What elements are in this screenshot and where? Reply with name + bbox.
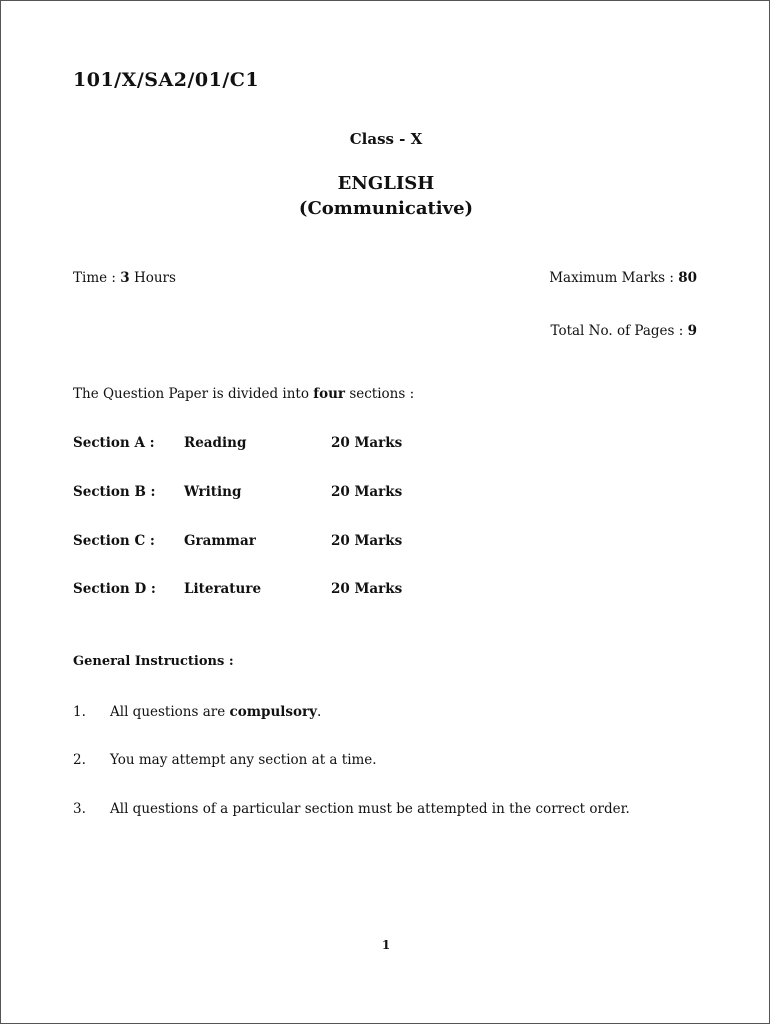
instruction-text: You may attempt any section at a time. <box>110 752 377 768</box>
section-marks: 20 Marks <box>331 435 403 451</box>
subject-subtitle: (Communicative) <box>298 198 474 219</box>
max-marks-value: 80 <box>678 270 697 286</box>
section-name: Literature <box>184 581 262 597</box>
instructions-heading: General Instructions : <box>73 654 234 669</box>
section-label: Section B : <box>73 484 156 500</box>
section-label: Section D : <box>73 581 156 597</box>
instruction-number: 2. <box>73 752 86 768</box>
subject-title <box>1 171 770 221</box>
instruction-emphasis: compulsory <box>229 704 317 720</box>
section-name: Writing <box>184 484 242 500</box>
time-label: Time : <box>73 270 121 286</box>
class-title: Class - X <box>349 130 423 148</box>
page-number: 1 <box>381 938 391 952</box>
maximum-marks <box>549 270 697 286</box>
instruction-number: 3. <box>73 801 86 817</box>
section-label: Section C : <box>73 533 155 549</box>
section-label: Section A : <box>73 435 155 451</box>
section-marks: 20 Marks <box>331 484 403 500</box>
instruction-text: All questions of a particular section must be attempted in the correct order. <box>110 801 630 817</box>
section-marks: 20 Marks <box>331 533 403 549</box>
time-allowed <box>73 270 176 286</box>
pages-label: Total No. of Pages : <box>550 323 688 339</box>
sections-intro: The Question Paper is divided into four sections : <box>73 386 415 402</box>
pages-value: 9 <box>687 323 697 339</box>
sections-count: four <box>313 386 346 402</box>
time-unit: Hours <box>129 270 176 286</box>
instruction-number: 1. <box>73 704 86 720</box>
section-marks: 20 Marks <box>331 581 403 597</box>
subject-name: ENGLISH <box>337 173 435 194</box>
paper-code: 101/X/SA2/01/C1 <box>73 69 260 91</box>
time-value: 3 <box>120 270 130 286</box>
max-marks-label: Maximum Marks : <box>549 270 679 286</box>
instruction-text: All questions are compulsory. <box>110 704 322 720</box>
section-name: Reading <box>184 435 247 451</box>
total-pages <box>551 323 698 339</box>
section-name: Grammar <box>184 533 256 549</box>
